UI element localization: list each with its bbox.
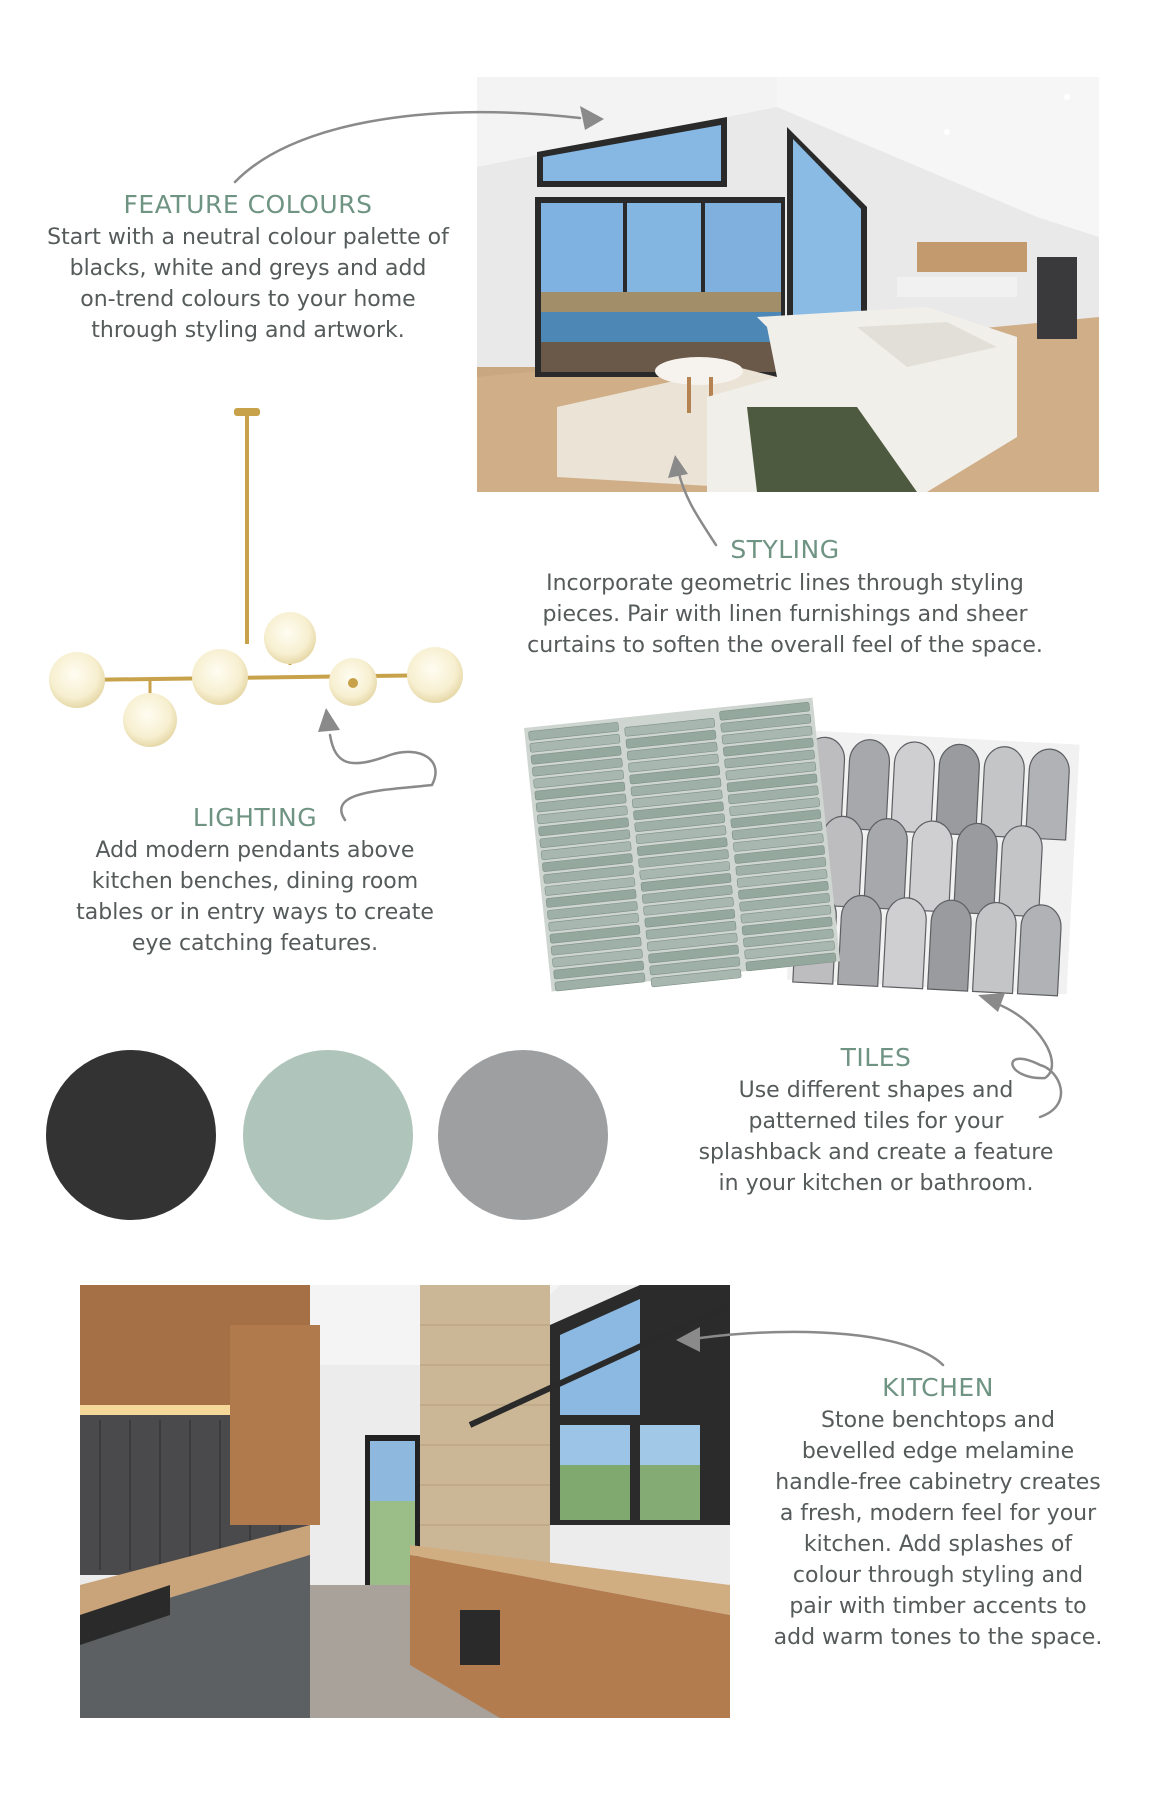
styling-line-2: pieces. Pair with linen furnishings and sheer — [542, 602, 1028, 627]
kitchen-line-5: kitchen. Add splashes of — [803, 1532, 1073, 1557]
kitchen-line-3: handle-free cabinetry creates — [775, 1470, 1101, 1495]
scale-tile — [936, 743, 981, 835]
tiles-line-2: patterned tiles for your — [748, 1109, 1004, 1134]
scale-tile — [883, 897, 928, 989]
swatch-charcoal — [46, 1050, 216, 1220]
feature-colours-heading: FEATURE COLOURS — [123, 190, 373, 219]
kitchen-body — [733, 1405, 1143, 1653]
kitchen-line-7: pair with timber accents to — [789, 1594, 1087, 1619]
kitchen-photo — [80, 1285, 730, 1718]
scale-tile — [954, 822, 999, 914]
styling-line-3: curtains to soften the overall feel of the space. — [527, 633, 1043, 658]
styling-body — [500, 568, 1070, 661]
lighting-line-3: tables or in entry ways to create — [76, 900, 434, 925]
scale-tile — [846, 739, 891, 831]
scale-tile — [1026, 748, 1071, 840]
lighting-line-2: kitchen benches, dining room — [91, 869, 419, 894]
styling-line-1: Incorporate geometric lines through styling — [546, 571, 1024, 596]
scale-tile — [864, 818, 909, 910]
kitchen-line-6: colour through styling and — [792, 1563, 1084, 1588]
scale-tile — [891, 741, 936, 833]
living-room-photo — [477, 77, 1099, 492]
lighting-line-4: eye catching features. — [131, 931, 379, 956]
feature-colours-line-2: blacks, white and greys and add — [69, 256, 427, 281]
kitchen-line-1: Stone benchtops and — [821, 1408, 1055, 1433]
tiles-body — [661, 1075, 1091, 1199]
kitchen-line-2: bevelled edge melamine — [801, 1439, 1075, 1464]
kitchen-heading: KITCHEN — [882, 1373, 994, 1402]
swatch-sage — [243, 1050, 413, 1220]
kitchen-line-8: add warm tones to the space. — [773, 1625, 1103, 1650]
scale-tile — [838, 894, 883, 986]
feature-colours-line-1: Start with a neutral colour palette of — [47, 225, 449, 250]
styling-heading: STYLING — [730, 535, 840, 564]
lighting-body — [35, 835, 475, 959]
tiles-image — [520, 690, 1090, 1030]
scale-tile — [928, 899, 973, 991]
feature-colours-body — [28, 222, 468, 346]
kitchen-line-4: a fresh, modern feel for your — [779, 1501, 1097, 1526]
tiles-line-3: splashback and create a feature — [698, 1140, 1054, 1165]
pendant-light-image — [45, 400, 470, 760]
scale-tile — [981, 746, 1026, 838]
kitchen-arrow-icon — [700, 1332, 943, 1365]
tiles-line-4: in your kitchen or bathroom. — [718, 1171, 1034, 1196]
feature-colours-line-3: on-trend colours to your home — [80, 287, 416, 312]
feature-colours-line-4: through styling and artwork. — [91, 318, 405, 343]
tiles-heading: TILES — [840, 1043, 912, 1072]
lighting-line-1: Add modern pendants above — [95, 838, 415, 863]
scale-tile — [909, 820, 954, 912]
swatch-grey — [438, 1050, 608, 1220]
lighting-heading: LIGHTING — [192, 803, 318, 832]
scale-tile — [973, 902, 1018, 994]
scale-tile — [999, 825, 1044, 917]
scale-tile — [1017, 904, 1062, 996]
tiles-line-1: Use different shapes and — [738, 1078, 1014, 1103]
